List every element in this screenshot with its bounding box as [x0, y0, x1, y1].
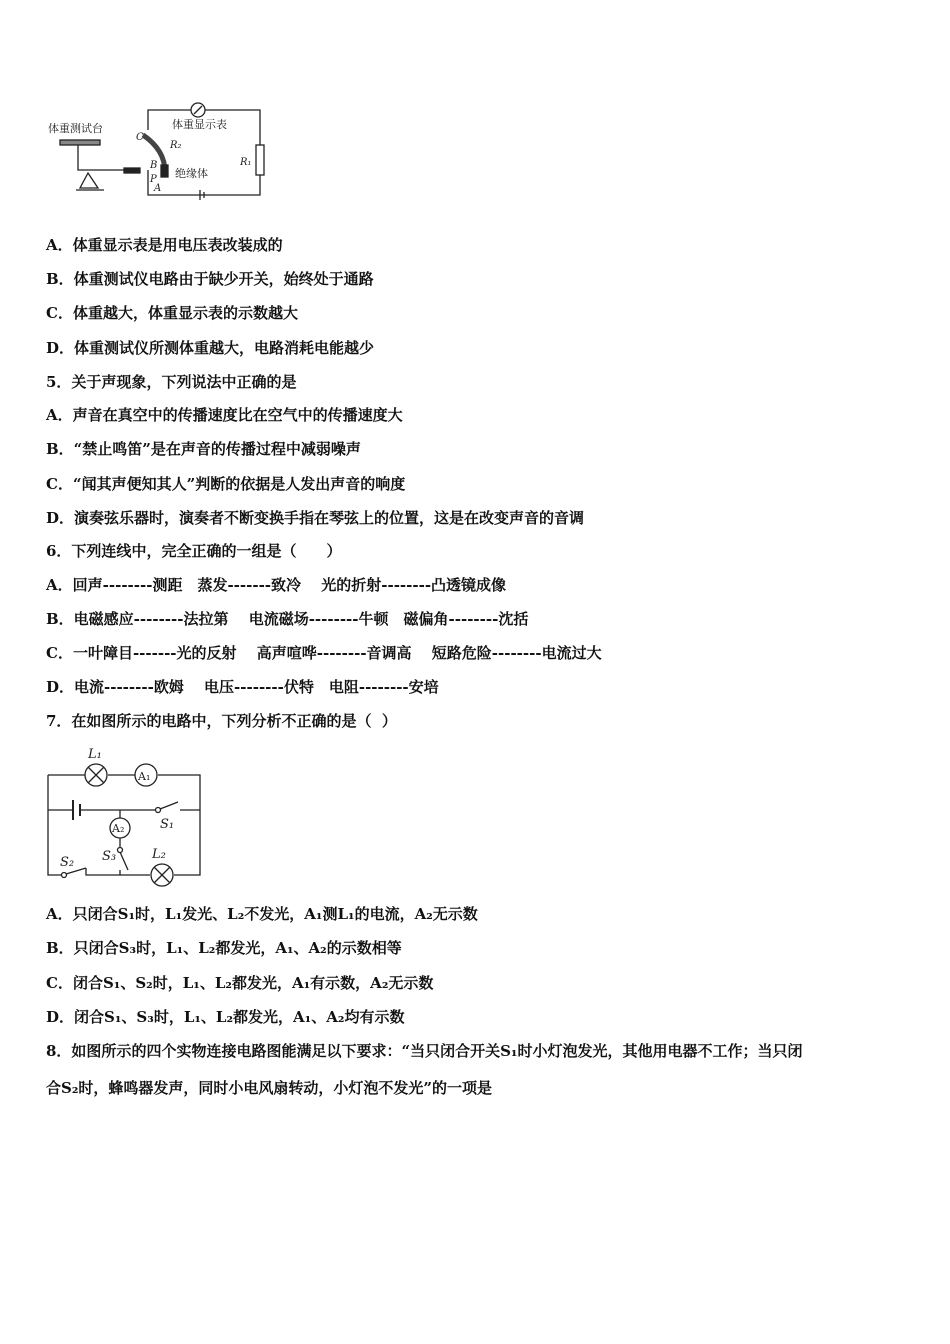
q6-option-a: A．回声--------测距 蒸发-------致冷 光的折射--------凸透镜成像: [46, 576, 507, 594]
q6-option-b: B．电磁感应--------法拉第 电流磁场--------牛顿 磁偏角--------沈括: [46, 610, 529, 628]
s3-label: S₃: [102, 849, 117, 864]
test-platform: [60, 140, 100, 145]
insulator-label: 绝缘体: [175, 167, 208, 180]
point-b-label: B: [150, 160, 158, 171]
l2-label: L₂: [152, 847, 166, 862]
meter-label: 体重显示表: [172, 118, 227, 131]
q7-option-a: A．只闭合S₁时，L₁发光、L₂不发光，A₁测L₁的电流，A₂无示数: [46, 905, 478, 923]
l1-label: L₁: [88, 747, 102, 762]
r2-label: R₂: [170, 140, 182, 151]
q5-option-b: B．“禁止鸣笛”是在声音的传播过程中减弱噪声: [46, 440, 361, 458]
s1-label: S₁: [160, 817, 175, 832]
weight-tester-diagram: [40, 90, 300, 210]
q6-stem: 6．下列连线中，完全正确的一组是（ ）: [46, 542, 342, 560]
q4-option-d: D．体重测试仪所测体重越大，电路消耗电能越少: [46, 339, 375, 357]
q7-circuit-diagram: [40, 740, 220, 890]
point-p-label: P: [150, 174, 157, 185]
q4-option-c: C．体重越大，体重显示表的示数越大: [46, 304, 298, 322]
q7-option-d: D．闭合S₁、S₃时，L₁、L₂都发光，A₁、A₂均有示数: [46, 1008, 405, 1026]
q8-stem-line1: 8．如图所示的四个实物连接电路图能满足以下要求：“当只闭合开关S₁时小灯泡发光，其他用电器不工作；当只闭: [46, 1042, 803, 1060]
q5-option-c: C．“闻其声便知其人”判断的依据是人发出声音的响度: [46, 475, 406, 493]
q7-option-b: B．只闭合S₃时，L₁、L₂都发光，A₁、A₂的示数相等: [46, 939, 402, 957]
q5-stem: 5．关于声现象，下列说法中正确的是: [46, 373, 297, 391]
point-a-label: A: [154, 183, 162, 194]
q4-option-a: A．体重显示表是用电压表改装成的: [46, 236, 283, 254]
q6-option-c: C．一叶障目-------光的反射 高声喧哗--------音调高 短路危险--------电流过大: [46, 644, 602, 662]
q5-option-a: A．声音在真空中的传播速度比在空气中的传播速度大: [46, 406, 403, 424]
platform-label: 体重测试台: [48, 122, 103, 135]
q5-option-d: D．演奏弦乐器时，演奏者不断变换手指在琴弦上的位置，这是在改变声音的音调: [46, 509, 585, 527]
q6-option-d: D．电流--------欧姆 电压--------伏特 电阻--------安培: [46, 678, 439, 696]
a1-label: A₁: [138, 770, 151, 783]
q8-stem-line2: 合S₂时，蜂鸣器发声，同时小电风扇转动，小灯泡不发光”的一项是: [46, 1079, 493, 1097]
s2-label: S₂: [60, 855, 75, 870]
r1-label: R₁: [240, 157, 252, 168]
q4-option-b: B．体重测试仪电路由于缺少开关，始终处于通路: [46, 270, 374, 288]
point-c-label: C: [136, 132, 144, 143]
q7-option-c: C．闭合S₁、S₂时，L₁、L₂都发光，A₁有示数，A₂无示数: [46, 974, 434, 992]
a2-label: A₂: [112, 822, 125, 835]
q7-stem: 7．在如图所示的电路中，下列分析不正确的是（ ）: [46, 712, 397, 730]
